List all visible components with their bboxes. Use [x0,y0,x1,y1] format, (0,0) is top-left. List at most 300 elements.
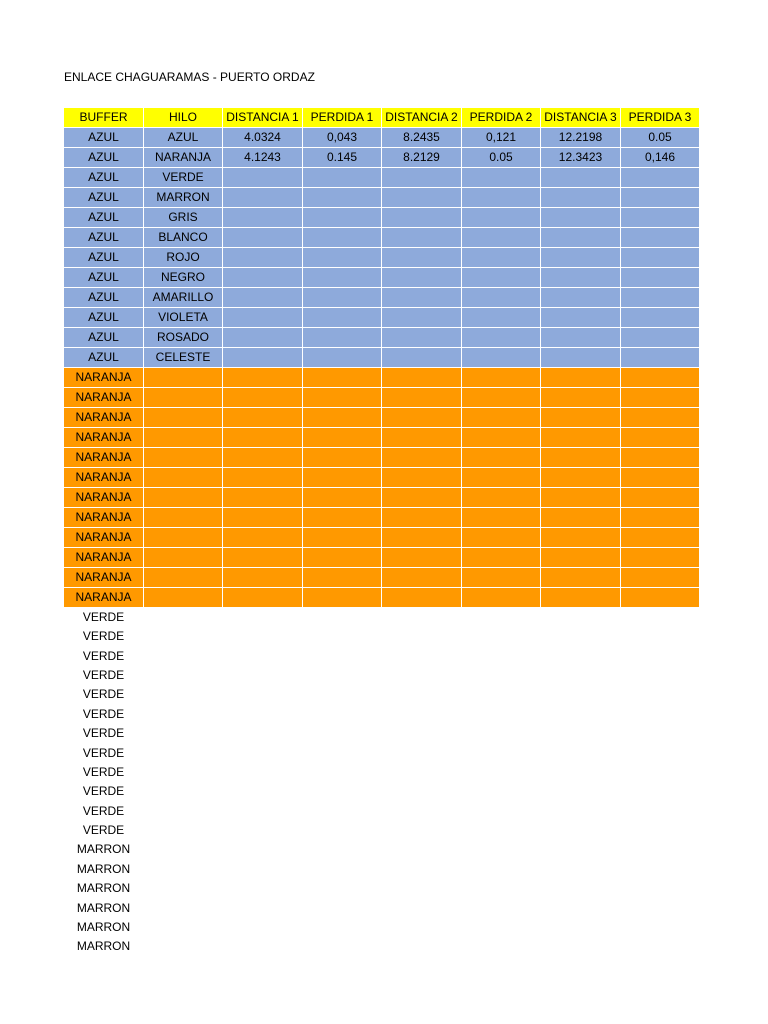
cell-buffer: MARRON [76,842,131,857]
cell-distancia-1 [223,548,303,568]
cell-distancia-1 [223,488,303,508]
cell-perdida-2 [462,627,541,646]
cell-hilo [144,840,223,859]
cell-hilo [144,568,223,588]
cell-distancia-2 [382,548,462,568]
cell-buffer: NARANJA [64,468,144,488]
cell-perdida-3 [621,705,700,724]
cell-distancia-3 [541,348,621,368]
cell-distancia-2 [382,918,462,937]
cell-distancia-2 [382,208,462,228]
cell-hilo [144,898,223,917]
cell-perdida-2 [462,208,541,228]
cell-perdida-2 [462,568,541,588]
cell-buffer: VERDE [82,667,125,682]
cell-perdida-3 [621,268,700,288]
cell-distancia-1 [223,627,303,646]
cell-buffer: AZUL [64,148,144,168]
cell-perdida-1 [303,208,382,228]
cell-distancia-3 [541,937,621,956]
cell-distancia-1 [223,782,303,801]
cell-distancia-3 [541,782,621,801]
cell-hilo [144,918,223,937]
cell-buffer: AZUL [64,268,144,288]
cell-perdida-1 [303,528,382,548]
cell-distancia-3 [541,685,621,704]
table-row [64,685,700,704]
cell-distancia-2 [382,705,462,724]
cell-perdida-3 [621,802,700,821]
table-row [64,821,700,840]
cell-distancia-1 [223,368,303,388]
table-row [64,705,700,724]
cell-hilo [144,408,223,428]
cell-buffer: AZUL [64,208,144,228]
table-row [64,548,700,568]
table-row [64,468,700,488]
cell-perdida-1 [303,821,382,840]
cell-perdida-2 [462,328,541,348]
table-row [64,448,700,468]
cell-buffer: VERDE [82,706,125,721]
cell-hilo [144,488,223,508]
cell-distancia-3 [541,488,621,508]
cell-perdida-2 [462,588,541,608]
cell-distancia-2 [382,468,462,488]
table-row [64,288,700,308]
header-distancia-1: DISTANCIA 1 [223,108,303,128]
cell-distancia-3: 12.2198 [541,128,621,148]
cell-distancia-2 [382,448,462,468]
cell-perdida-1 [303,802,382,821]
cell-perdida-3 [621,879,700,898]
cell-buffer: NARANJA [64,508,144,528]
cell-distancia-2: 8.2435 [382,128,462,148]
cell-perdida-1 [303,388,382,408]
cell-distancia-2 [382,743,462,762]
cell-distancia-3: 12.3423 [541,148,621,168]
table-row [64,328,700,348]
table-row [64,368,700,388]
table-body [64,128,700,957]
cell-buffer: VERDE [82,823,125,838]
cell-hilo: GRIS [144,208,223,228]
cell-buffer: MARRON [76,900,131,915]
header-distancia-2: DISTANCIA 2 [382,108,462,128]
cell-perdida-3 [621,528,700,548]
table-row [64,724,700,743]
header-hilo: HILO [144,108,223,128]
cell-perdida-2 [462,743,541,762]
cell-distancia-2 [382,528,462,548]
cell-buffer: NARANJA [64,448,144,468]
cell-perdida-1 [303,548,382,568]
cell-distancia-3 [541,448,621,468]
cell-distancia-2 [382,288,462,308]
cell-perdida-2 [462,898,541,917]
cell-buffer: MARRON [76,920,131,935]
cell-distancia-3 [541,408,621,428]
cell-perdida-3 [621,860,700,879]
cell-perdida-1 [303,588,382,608]
cell-buffer: VERDE [82,784,125,799]
cell-perdida-1 [303,408,382,428]
cell-hilo [144,548,223,568]
cell-distancia-1 [223,588,303,608]
cell-perdida-1 [303,898,382,917]
cell-distancia-2 [382,802,462,821]
cell-distancia-3 [541,188,621,208]
cell-perdida-1 [303,860,382,879]
cell-distancia-1 [223,724,303,743]
cell-hilo [144,528,223,548]
cell-perdida-2 [462,248,541,268]
cell-distancia-1 [223,508,303,528]
table-row [64,388,700,408]
cell-perdida-2 [462,763,541,782]
cell-perdida-3 [621,248,700,268]
cell-buffer: NARANJA [64,528,144,548]
cell-distancia-3 [541,743,621,762]
cell-perdida-2 [462,879,541,898]
table-row [64,627,700,646]
cell-distancia-2 [382,763,462,782]
cell-distancia-2 [382,879,462,898]
cell-hilo [144,428,223,448]
cell-distancia-3 [541,568,621,588]
cell-buffer: NARANJA [64,488,144,508]
cell-perdida-1 [303,288,382,308]
cell-perdida-3 [621,743,700,762]
cell-distancia-1 [223,568,303,588]
cell-distancia-3 [541,468,621,488]
header-distancia-3: DISTANCIA 3 [541,108,621,128]
cell-distancia-3 [541,802,621,821]
cell-hilo [144,627,223,646]
cell-distancia-3 [541,646,621,665]
cell-hilo [144,646,223,665]
table-header-row [64,108,700,128]
cell-hilo [144,937,223,956]
cell-perdida-3: 0.05 [621,128,700,148]
table-row [64,228,700,248]
cell-distancia-1 [223,802,303,821]
cell-hilo [144,685,223,704]
cell-hilo: ROSADO [144,328,223,348]
cell-perdida-2 [462,548,541,568]
cell-buffer: NARANJA [64,548,144,568]
cell-buffer: AZUL [64,248,144,268]
cell-distancia-3 [541,627,621,646]
cell-perdida-1 [303,840,382,859]
cell-perdida-2 [462,685,541,704]
cell-buffer: NARANJA [64,588,144,608]
cell-perdida-3 [621,468,700,488]
cell-perdida-3 [621,428,700,448]
cell-hilo [144,508,223,528]
cell-perdida-1 [303,608,382,628]
cell-distancia-2 [382,840,462,859]
cell-distancia-1 [223,840,303,859]
cell-distancia-1 [223,428,303,448]
cell-buffer: VERDE [82,726,125,741]
cell-perdida-3 [621,763,700,782]
cell-hilo: VERDE [144,168,223,188]
cell-buffer: NARANJA [64,368,144,388]
cell-perdida-2 [462,802,541,821]
cell-hilo [144,448,223,468]
cell-distancia-1 [223,743,303,762]
cell-perdida-1 [303,782,382,801]
table-row [64,937,700,956]
cell-distancia-2 [382,188,462,208]
cell-distancia-1 [223,348,303,368]
cell-distancia-3 [541,328,621,348]
cell-hilo [144,705,223,724]
cell-distancia-1 [223,666,303,685]
cell-buffer: AZUL [64,188,144,208]
cell-perdida-1 [303,228,382,248]
cell-hilo [144,468,223,488]
cell-hilo [144,666,223,685]
cell-perdida-1 [303,627,382,646]
cell-distancia-2 [382,646,462,665]
cell-perdida-1 [303,468,382,488]
cell-distancia-1: 4.0324 [223,128,303,148]
cell-perdida-2 [462,468,541,488]
cell-distancia-3 [541,368,621,388]
cell-perdida-3 [621,646,700,665]
cell-perdida-3 [621,508,700,528]
cell-perdida-3 [621,288,700,308]
cell-hilo: ROJO [144,248,223,268]
cell-perdida-2 [462,918,541,937]
cell-perdida-3 [621,368,700,388]
cell-buffer: MARRON [76,939,131,954]
cell-distancia-2 [382,328,462,348]
cell-perdida-1 [303,705,382,724]
cell-perdida-3 [621,348,700,368]
cell-distancia-2 [382,508,462,528]
cell-perdida-1 [303,368,382,388]
table-row [64,608,700,628]
cell-distancia-1 [223,388,303,408]
cell-perdida-1 [303,724,382,743]
cell-perdida-2 [462,840,541,859]
cell-perdida-1 [303,568,382,588]
cell-perdida-3 [621,168,700,188]
cell-distancia-1 [223,188,303,208]
cell-perdida-1 [303,328,382,348]
cell-distancia-1 [223,288,303,308]
cell-buffer: VERDE [82,803,125,818]
cell-distancia-1 [223,228,303,248]
cell-perdida-3 [621,208,700,228]
cell-distancia-1 [223,168,303,188]
cell-distancia-3 [541,528,621,548]
cell-distancia-3 [541,548,621,568]
cell-perdida-3 [621,328,700,348]
cell-perdida-1 [303,743,382,762]
cell-distancia-3 [541,879,621,898]
cell-distancia-3 [541,388,621,408]
cell-distancia-2 [382,860,462,879]
cell-distancia-1 [223,328,303,348]
cell-perdida-2 [462,408,541,428]
cell-distancia-3 [541,508,621,528]
cell-perdida-2 [462,724,541,743]
cell-perdida-2 [462,368,541,388]
cell-perdida-3 [621,666,700,685]
cell-perdida-1: 0.145 [303,148,382,168]
cell-distancia-1 [223,898,303,917]
cell-perdida-3 [621,408,700,428]
cell-distancia-2 [382,488,462,508]
cell-perdida-3 [621,840,700,859]
cell-perdida-3: 0,146 [621,148,700,168]
table-row [64,802,700,821]
table-row [64,148,700,168]
cell-distancia-3 [541,168,621,188]
cell-distancia-2 [382,898,462,917]
cell-buffer: AZUL [64,128,144,148]
cell-distancia-2: 8.2129 [382,148,462,168]
cell-perdida-2 [462,782,541,801]
cell-distancia-1 [223,408,303,428]
cell-distancia-1 [223,268,303,288]
cell-buffer: VERDE [82,687,125,702]
cell-perdida-2 [462,268,541,288]
cell-hilo [144,368,223,388]
cell-distancia-1 [223,763,303,782]
cell-perdida-2 [462,508,541,528]
cell-perdida-1 [303,188,382,208]
cell-distancia-2 [382,821,462,840]
cell-hilo: AZUL [144,128,223,148]
cell-distancia-2 [382,348,462,368]
cell-buffer: NARANJA [64,388,144,408]
cell-perdida-1 [303,308,382,328]
cell-perdida-1 [303,248,382,268]
cell-distancia-3 [541,268,621,288]
cell-perdida-3 [621,608,700,628]
cell-distancia-1 [223,860,303,879]
cell-perdida-2 [462,821,541,840]
cell-perdida-3 [621,627,700,646]
cell-hilo [144,860,223,879]
cell-hilo [144,388,223,408]
cell-perdida-1 [303,348,382,368]
cell-distancia-2 [382,724,462,743]
cell-distancia-3 [541,666,621,685]
cell-buffer: AZUL [64,228,144,248]
cell-buffer: AZUL [64,328,144,348]
cell-perdida-2 [462,937,541,956]
cell-perdida-2: 0,121 [462,128,541,148]
cell-buffer: NARANJA [64,428,144,448]
cell-hilo [144,588,223,608]
table-row [64,528,700,548]
cell-distancia-3 [541,248,621,268]
cell-hilo [144,743,223,762]
cell-perdida-3 [621,488,700,508]
cell-perdida-1 [303,428,382,448]
table-row [64,840,700,859]
cell-hilo: VIOLETA [144,308,223,328]
cell-perdida-3 [621,821,700,840]
cell-distancia-1 [223,528,303,548]
cell-distancia-1 [223,937,303,956]
table-row [64,588,700,608]
cell-distancia-1 [223,608,303,628]
cell-perdida-1 [303,937,382,956]
cell-distancia-1 [223,646,303,665]
cell-perdida-2 [462,348,541,368]
cell-buffer: NARANJA [64,568,144,588]
cell-perdida-2 [462,188,541,208]
cell-perdida-1 [303,448,382,468]
cell-distancia-2 [382,782,462,801]
cell-distancia-1 [223,918,303,937]
cell-distancia-2 [382,428,462,448]
table-row [64,508,700,528]
cell-distancia-1 [223,685,303,704]
table-row [64,646,700,665]
cell-perdida-2 [462,488,541,508]
cell-perdida-2 [462,860,541,879]
cell-perdida-1 [303,685,382,704]
cell-distancia-1: 4.1243 [223,148,303,168]
cell-perdida-3 [621,588,700,608]
cell-hilo [144,724,223,743]
cell-hilo: CELESTE [144,348,223,368]
cell-distancia-2 [382,408,462,428]
cell-perdida-3 [621,548,700,568]
cell-hilo [144,782,223,801]
cell-perdida-1 [303,666,382,685]
cell-perdida-3 [621,388,700,408]
cell-distancia-3 [541,860,621,879]
cell-perdida-3 [621,898,700,917]
header-perdida-2: PERDIDA 2 [462,108,541,128]
cell-distancia-2 [382,627,462,646]
cell-buffer: NARANJA [64,408,144,428]
cell-buffer: MARRON [76,861,131,876]
cell-buffer: VERDE [82,745,125,760]
table-row [64,860,700,879]
cell-distancia-3 [541,840,621,859]
cell-perdida-3 [621,448,700,468]
table-row [64,408,700,428]
table-row [64,168,700,188]
header-perdida-3: PERDIDA 3 [621,108,700,128]
cell-hilo: NARANJA [144,148,223,168]
cell-perdida-1 [303,168,382,188]
header-perdida-1: PERDIDA 1 [303,108,382,128]
cell-distancia-2 [382,168,462,188]
cell-distancia-1 [223,468,303,488]
cell-perdida-3 [621,724,700,743]
fiber-link-table [63,108,700,957]
cell-perdida-3 [621,918,700,937]
cell-perdida-1 [303,268,382,288]
cell-perdida-1 [303,763,382,782]
cell-distancia-3 [541,705,621,724]
table-row [64,898,700,917]
cell-perdida-2 [462,528,541,548]
cell-distancia-2 [382,568,462,588]
cell-distancia-3 [541,228,621,248]
